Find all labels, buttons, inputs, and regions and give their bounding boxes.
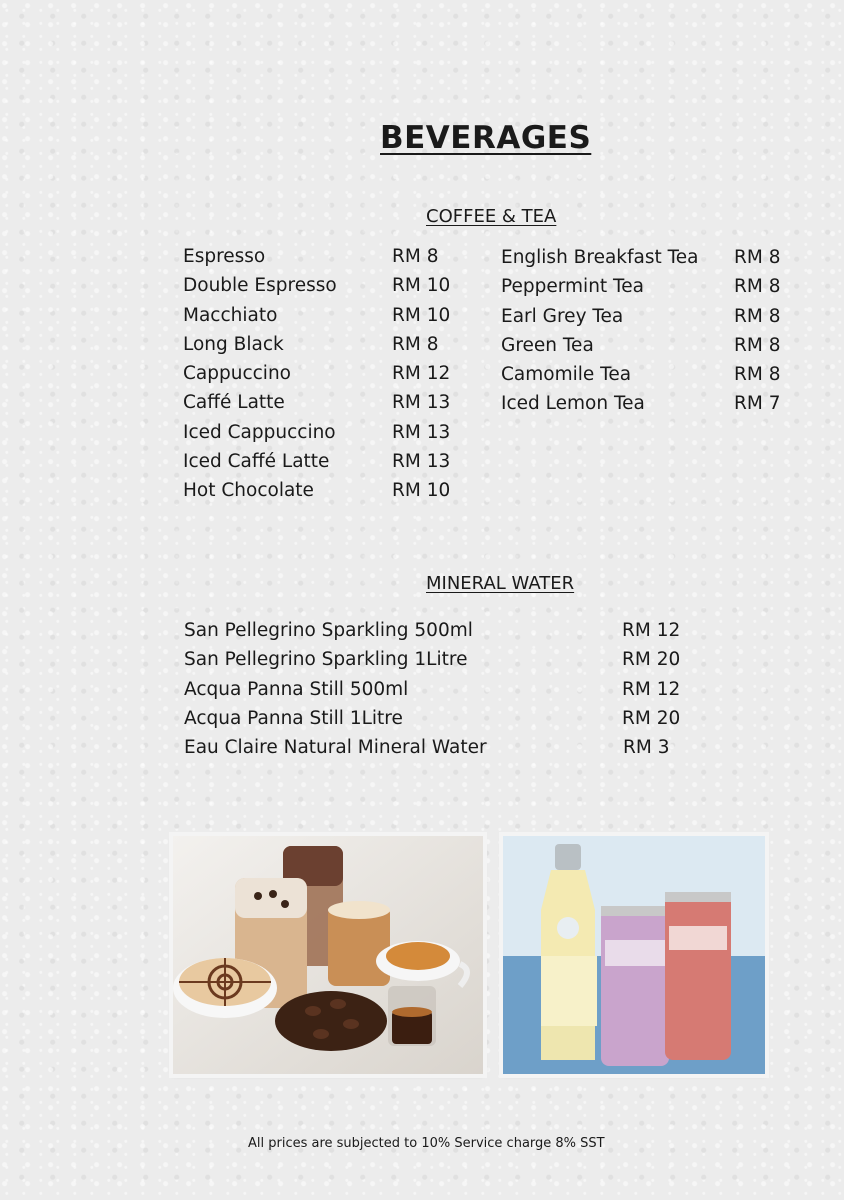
menu-item	[183, 480, 463, 509]
item-name: English Breakfast Tea	[501, 247, 699, 268]
item-price: RM 8	[392, 246, 439, 267]
menu-item	[501, 364, 801, 393]
item-price: RM 10	[392, 480, 451, 502]
item-price: RM 10	[392, 275, 451, 297]
menu-item	[501, 276, 801, 305]
item-price: RM 8	[734, 334, 781, 356]
menu-item	[183, 451, 463, 480]
item-name: Espresso	[183, 246, 266, 267]
item-name: Caffé Latte	[183, 392, 285, 414]
item-price: RM 13	[392, 421, 451, 443]
item-name: Green Tea	[501, 334, 594, 356]
item-name: Cappuccino	[183, 363, 291, 385]
item-name: San Pellegrino Sparkling 1Litre	[184, 649, 468, 671]
item-price: RM 13	[392, 392, 451, 414]
item-name: Double Espresso	[183, 275, 337, 297]
water-list	[184, 620, 704, 766]
coffee-tea-heading: COFFEE & TEA	[426, 206, 557, 227]
tea-list	[501, 247, 801, 423]
water-illustration	[503, 836, 765, 1074]
menu-item	[501, 393, 801, 422]
item-price: RM 8	[392, 333, 439, 355]
menu-item	[183, 275, 463, 304]
mineral-water-heading: MINERAL WATER	[426, 573, 575, 594]
item-name: San Pellegrino Sparkling 500ml	[184, 620, 473, 641]
coffee-photo	[173, 836, 483, 1074]
coffee-illustration	[173, 836, 483, 1074]
menu-item	[184, 679, 704, 708]
menu-item	[501, 247, 801, 276]
item-name: Long Black	[183, 333, 284, 355]
footer-note: All prices are subjected to 10% Service charge 8% SST	[248, 1136, 605, 1151]
item-name: Camomile Tea	[501, 364, 632, 386]
item-name: Eau Claire Natural Mineral Water	[184, 737, 487, 759]
page-title: BEVERAGES	[380, 120, 592, 156]
item-price: RM 3	[623, 737, 670, 759]
coffee-list	[183, 246, 463, 510]
menu-item	[183, 246, 463, 275]
item-price: RM 12	[622, 620, 681, 641]
menu-item	[184, 620, 704, 649]
menu-item	[183, 392, 463, 421]
item-price: RM 7	[734, 393, 781, 415]
menu-item	[501, 306, 801, 335]
item-name: Peppermint Tea	[501, 276, 644, 298]
item-price: RM 8	[734, 305, 781, 327]
item-name: Iced Cappuccino	[183, 421, 336, 443]
water-photo	[503, 836, 765, 1074]
item-name: Hot Chocolate	[183, 480, 314, 502]
item-price: RM 12	[392, 363, 451, 385]
menu-item	[501, 335, 801, 364]
item-price: RM 20	[622, 649, 681, 671]
item-price: RM 13	[392, 451, 451, 473]
item-price: RM 20	[622, 707, 681, 729]
item-price: RM 8	[734, 247, 781, 268]
menu-item	[183, 305, 463, 334]
menu-item	[183, 422, 463, 451]
item-name: Acqua Panna Still 1Litre	[184, 707, 403, 729]
menu-item	[183, 334, 463, 363]
menu-item	[184, 737, 704, 766]
item-price: RM 8	[734, 276, 781, 298]
menu-item	[184, 708, 704, 737]
item-name: Iced Lemon Tea	[501, 393, 645, 415]
item-price: RM 8	[734, 364, 781, 386]
item-name: Iced Caffé Latte	[183, 451, 330, 473]
menu-item	[184, 649, 704, 678]
menu-item	[183, 363, 463, 392]
item-name: Earl Grey Tea	[501, 305, 624, 327]
item-price: RM 12	[622, 678, 681, 700]
item-name: Acqua Panna Still 500ml	[184, 678, 409, 700]
item-name: Macchiato	[183, 304, 278, 326]
item-price: RM 10	[392, 304, 451, 326]
